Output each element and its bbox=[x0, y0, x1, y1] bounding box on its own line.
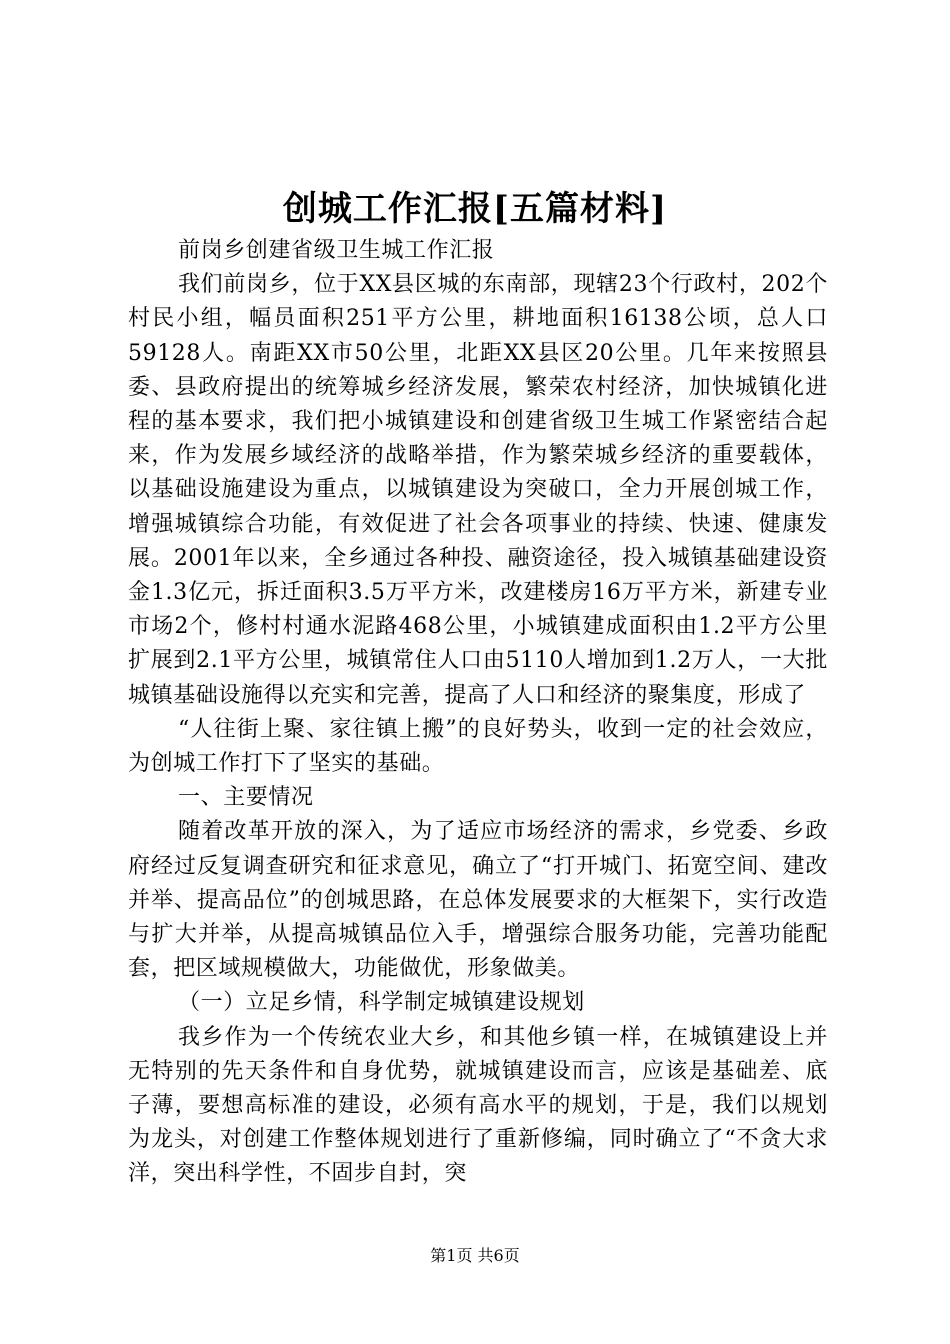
body-paragraph: 随着改革开放的深入，为了适应市场经济的需求，乡党委、乡政府经过反复调查研究和征求意见，确立了“打开城门、拓宽空间、建改并举、提高品位”的创城思路，在总体发展要求的大框架下，实行改造与扩大并举，从提高城镇品位入手，增强综合服务功能，完善功能配套，把区域规模做大，功能做优，形象做美。 bbox=[128, 819, 828, 982]
body-paragraph: “人往街上聚、家往镇上搬”的良好势头，收到一定的社会效应，为创城工作打下了坚实的基础。 bbox=[128, 716, 828, 777]
body-paragraph: 我乡作为一个传统农业大乡，和其他乡镇一样，在城镇建设上并无特别的先天条件和自身优势，就城镇建设而言，应该是基础差、底子薄，要想高标准的建设，必须有高水平的规划，于是，我们以规划为龙头，对创建工作整体规划进行了重新修编，同时确立了“不贪大求洋，突出科学性，不固步自封，突 bbox=[128, 1024, 828, 1187]
body-paragraph: 我们前岗乡，位于XX县区城的东南部，现辖23个行政村，202个村民小组，幅员面积251平方公里，耕地面积16138公顷，总人口59128人。南距XX市50公里，北距XX县区20公里。几年来按照县委、县政府提出的统筹城乡经济发展，繁荣农村经济，加快城镇化进程的基本要求，我们把小城镇建设和创建省级卫生城工作紧密结合起来，作为发展乡域经济的战略举措，作为繁荣城乡经济的重要载体，以基础设施建设为重点，以城镇建设为突破口，全力开展创城工作，增强城镇综合功能，有效促进了社会各项事业的持续、快速、健康发展。2001年以来，全乡通过各种投、融资途径，投入城镇基础建设资金1.3亿元，拆迁面积3.5万平方米，改建楼房16万平方米，新建专业市场2个，修村村通水泥路468公里，小城镇建成面积由1.2平方公里扩展到2.1平方公里，城镇常住人口由5110人增加到1.2万人，一大批城镇基础设施得以充实和完善，提高了人口和经济的聚集度，形成了 bbox=[128, 272, 828, 708]
page-number-footer: 第1页 共6页 bbox=[430, 1246, 520, 1265]
document-body bbox=[128, 234, 828, 1192]
document-title: 创城工作汇报[五篇材料] bbox=[282, 189, 668, 229]
subsection-heading: （一）立足乡情，科学制定城镇建设规划 bbox=[178, 990, 585, 1016]
subtitle-paragraph: 前岗乡创建省级卫生城工作汇报 bbox=[178, 238, 495, 263]
section-heading: 一、主要情况 bbox=[178, 785, 314, 811]
